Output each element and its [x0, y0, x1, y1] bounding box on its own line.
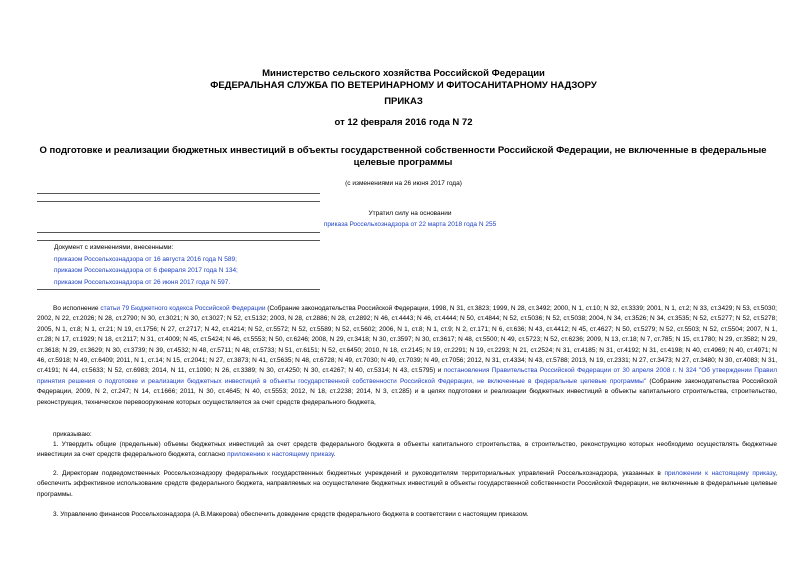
change-link[interactable]: приказом Россельхознадзора от 26 июня 2017 года N 597. — [54, 278, 231, 286]
appendix-link[interactable]: приложении к настоящему приказу — [664, 470, 776, 477]
doc-type: ПРИКАЗ — [384, 96, 423, 107]
paragraph-item-3: 3. Управлению финансов Россельхознадзора (А.В.Макерова) обеспечить доведение средств федерального бюджета в соответствии с настоящим приказом. — [53, 511, 529, 518]
divider — [37, 240, 320, 241]
divider — [37, 289, 320, 290]
change-link[interactable]: приказом Россельхознадзора от 16 августа 2016 года N 589; — [54, 255, 237, 263]
divider — [37, 232, 320, 233]
amend-note: (с изменениями на 26 июня 2017 года) — [345, 180, 462, 187]
preamble-text: (Собрание законодательства Российской Федерации, 1998, N 31, ст.3823; 1999, N 28, ст.3492; 2000, N 1, ст.10; N 32, ст.3339; 2001, N 1, ст.2; N 33, ст.3429; N 53, ст.5030; 2002, N 22, ст.2026; N 28, ст.2790; N 30, ст.3021; N 30, ст.3027; N 52, ст.5132; 2003, N 28, ст.2886; N 28, ст.2892; N 46, ст.4443; N 46, ст.4444; N 50, ст.4844; N 52, ст.5036; N 52, ст.5038; 2004, N 34, ст.3526; N 34, ст.3535; N 52, ст.5277; N 52, ст.5278; 2005, N 1, ст.8; N 1, ст.21; N 19, ст.1756; N 27, ст.2717; N 42, ст.4214; N 52, ст.5572; N 52, ст.5589; N 52, ст.5602; 2006, N 1, ст.8; N 1, ст.9; N 2, ст.171; N 6, ст.636; N 43, ст.4412; N 45, ст.4627; N 50, ст.5279; N 52, ст.5503; N 52, ст.5504; 2007, N 1, ст.28; N 17, ст.1929; N 18, ст.2117; N 31, ст.4009; N 45, ст.5424; N 46, ст.5553; N 50, ст.6246; 2008, N 29, ст.3418; N 30, ст.3597; N 30, ст.3617; N 48, ст.5500; N 49, ст.5723; N 52, ст.6236; 2009, N 13, ст.18; N 7, ст.785; N 15, ст.1780; N 29, ст.3582; N 29, ст.3618; N 29, ст.3629; N 30, ст.3739; N 39, ст.4532; N 48, ст.5711; N 48, ст.5733; N 51, ст.6151; N 52, ст.6450; 2010, N 18, ст.2145; N 19, ст.2291; N 19, ст.2293; N 21, ст.2524; N 31, ст.4185; N 31, ст.4192; N 31, ст.4198; N 40, ст.4969; N 40, ст.4971; N 46, ст.5918; N 49, ст.6409; 2011, N 1, ст.14; N 15, ст.2041; N 27, ст.3873; N 41, ст.5635; N 48, ст.6728; N 49, ст.7030; N 49, ст.7039; N 49, ст.7056; 2012, N 31, ст.4334; N 43, ст.5788; 2013, N 19, ст.2331; N 27, ст.3473; N 27, ст.3480; N 30, ст.4083; N 31, ст.4191; N 44, ст.5633; N 52, ст.6983; 2014, N 11, ст.1090; N 26, ст.3389; N 30, ст.4250; N 30, ст.4267; N 40, ст.5314; N 43, ст.5795) и — [37, 305, 777, 375]
expired-text: Утратил силу на основании — [368, 210, 452, 217]
paragraph-item-1 — [37, 440, 777, 461]
divider — [37, 193, 320, 194]
doc-date-number: от 12 февраля 2016 года N 72 — [334, 117, 473, 128]
item-2-text: 2. Директорам подведомственных Россельхознадзору федеральных государственных бюджетных учреждений и руководителям территориальных управлений Россельхознадзора, указанных в — [53, 470, 665, 477]
preamble-intro: Во исполнение — [53, 305, 101, 312]
item-2-end: , обеспечить эффективное использование средств федерального бюджета, направляемых на осуществление бюджетных инвестиций в объекты государственной собственности Российской Федерации, не включенные в федеральные целевые программы. — [37, 470, 777, 498]
government-decree-link[interactable]: постановления Правительства Российской Федерации от 30 апреля 2008 г. N 324 "Об утверждении Правил принятия решения о подготовке и реализации бюджетных инвестиций в объекты государственной собственности Российской Федерации, не включенные в федеральные целевые программы" — [37, 367, 778, 385]
expired-notice — [290, 208, 530, 230]
change-link[interactable]: приказом Россельхознадзора от 6 февраля 2017 года N 134; — [54, 267, 238, 274]
prikazyvayu: приказываю: — [53, 431, 92, 438]
budget-code-link[interactable]: статьи 79 Бюджетного кодекса Российской Федерации — [100, 305, 266, 312]
paragraph-preamble — [37, 304, 777, 408]
item-1-text: 1. Утвердить общие (предельные) объемы бюджетных инвестиций за счет средств федерального бюджета в объекты капитального строительства, в строительство, реконструкцию которых необходимо осуществлять бюджетные инвестиции за счет средств федерального бюджета, согласно — [37, 441, 777, 459]
changes-title: Документ с изменениями, внесенными: — [54, 244, 174, 251]
expired-link[interactable]: приказа Россельхознадзора от 22 марта 2018 года N 255 — [323, 221, 497, 228]
preamble-text-end: (Собрание законодательства Российской Федерации, 2009, N 2, ст.247; N 14, ст.1666; 2011, N 30, ст.4645; N 40, ст.5553; 2012, N 18, ст.2238; 2014, N 3, ст.285) и в целях подготовки и реализации бюджетных инвестиций в объекты капитального строительства, строительство, реконструкция, техническое перевооружение которых осуществляется за счет средств федерального бюджета, — [37, 377, 777, 406]
doc-subject: О подготовке и реализации бюджетных инвестиций в объекты государственной собственности Российской Федерации, не включенные в федеральные целевые программы — [39, 145, 767, 168]
paragraph-item-2 — [37, 469, 777, 500]
changes-list — [54, 242, 238, 288]
ministry-name: Министерство сельского хозяйства Российской Федерации — [262, 68, 545, 79]
service-name: ФЕДЕРАЛЬНАЯ СЛУЖБА ПО ВЕТЕРИНАРНОМУ И ФИТОСАНИТАРНОМУ НАДЗОРУ — [210, 80, 597, 91]
item-1-end: . — [333, 451, 336, 459]
document-header — [0, 68, 807, 92]
appendix-link[interactable]: приложению к настоящему приказу — [227, 451, 334, 459]
divider — [37, 201, 320, 202]
